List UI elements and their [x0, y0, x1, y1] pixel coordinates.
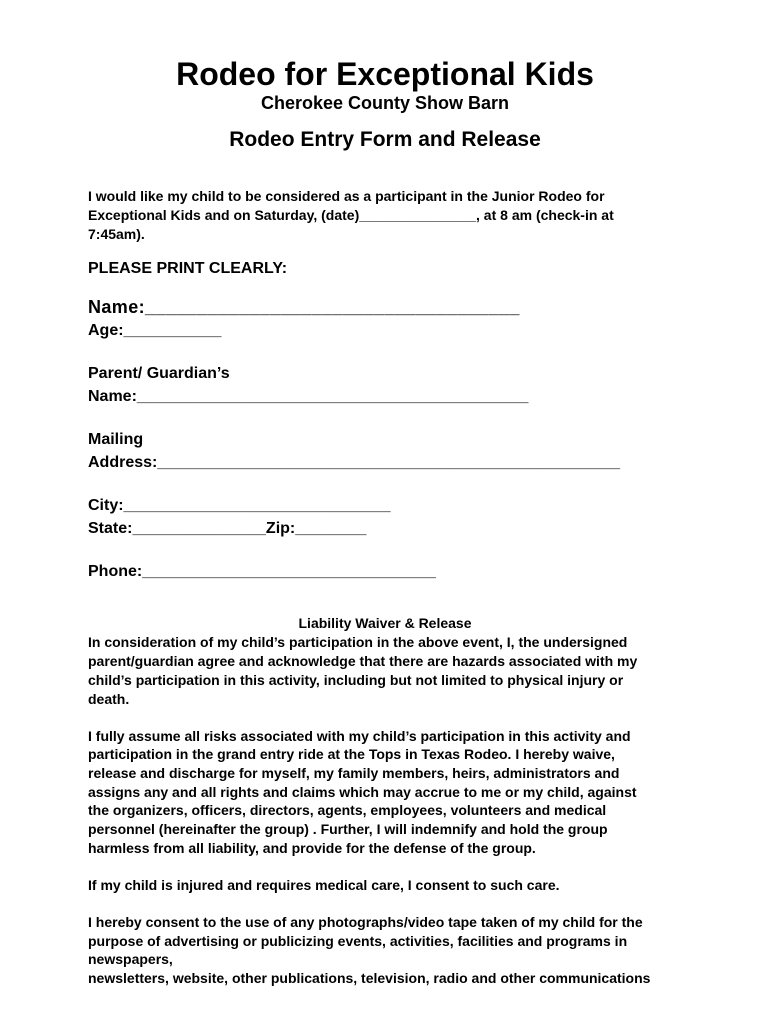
photo-consent-line: newspapers,: [88, 951, 173, 967]
phone-field[interactable]: Phone:_________________________________: [88, 563, 436, 580]
waiver-heading: Liability Waiver & Release: [298, 615, 472, 631]
photo-consent-line: I hereby consent to the use of any photographs/video tape taken of my child for the: [88, 914, 643, 930]
form-title: Rodeo Entry Form and Release: [229, 128, 541, 151]
photo-consent-line: newsletters, website, other publications, television, radio and other communications: [88, 970, 651, 986]
waiver-paragraph-1-line: child’s participation in this activity, including but not limited to physical injury or: [88, 672, 624, 688]
waiver-paragraph-2-line: harmless from all liability, and provide for the defense of the group.: [88, 840, 536, 856]
waiver-paragraph-1-line: In consideration of my child’s participation in the above event, I, the undersigned: [88, 634, 628, 650]
intro-line-2: Exceptional Kids and on Saturday, (date)_______________, at 8 am (check-in at: [88, 207, 614, 223]
guardian-label: Parent/ Guardian’s: [88, 365, 230, 382]
waiver-paragraph-1-line: death.: [88, 691, 130, 707]
intro-line-1: I would like my child to be considered as a participant in the Junior Rodeo for: [88, 188, 605, 204]
age-field[interactable]: Age:___________: [88, 322, 222, 339]
waiver-paragraph-2-line: participation in the grand entry ride at the Tops in Texas Rodeo. I hereby waive,: [88, 746, 615, 762]
name-field[interactable]: Name:____________________________________: [88, 297, 520, 317]
state-zip-field[interactable]: State:_______________Zip:________: [88, 520, 367, 537]
waiver-paragraph-1-line: parent/guardian agree and acknowledge that there are hazards associated with my: [88, 653, 638, 669]
guardian-name-field[interactable]: Name:____________________________________________: [88, 388, 529, 405]
waiver-paragraph-2-line: the organizers, officers, directors, agents, employees, volunteers and medical: [88, 802, 607, 818]
waiver-paragraph-2-line: I fully assume all risks associated with my child’s participation in this activity and: [88, 728, 631, 744]
mailing-label: Mailing: [88, 431, 144, 448]
intro-line-3: 7:45am).: [88, 226, 145, 242]
waiver-paragraph-2-line: personnel (hereinafter the group) . Further, I will indemnify and hold the group: [88, 821, 608, 837]
document-title: Rodeo for Exceptional Kids: [176, 56, 594, 92]
photo-consent-line: purpose of advertising or publicizing events, activities, facilities and programs in: [88, 933, 628, 949]
venue-subtitle: Cherokee County Show Barn: [260, 93, 510, 113]
mailing-address-field[interactable]: Address:____________________________________________________: [88, 454, 621, 471]
waiver-paragraph-2-line: assigns any and all rights and claims which may accrue to me or my child, against: [88, 784, 637, 800]
city-field[interactable]: City:______________________________: [88, 497, 391, 514]
print-clearly-instruction: PLEASE PRINT CLEARLY:: [88, 260, 288, 277]
waiver-paragraph-2-line: release and discharge for myself, my family members, heirs, administrators and: [88, 765, 620, 781]
medical-consent-line: If my child is injured and requires medical care, I consent to such care.: [88, 877, 560, 893]
